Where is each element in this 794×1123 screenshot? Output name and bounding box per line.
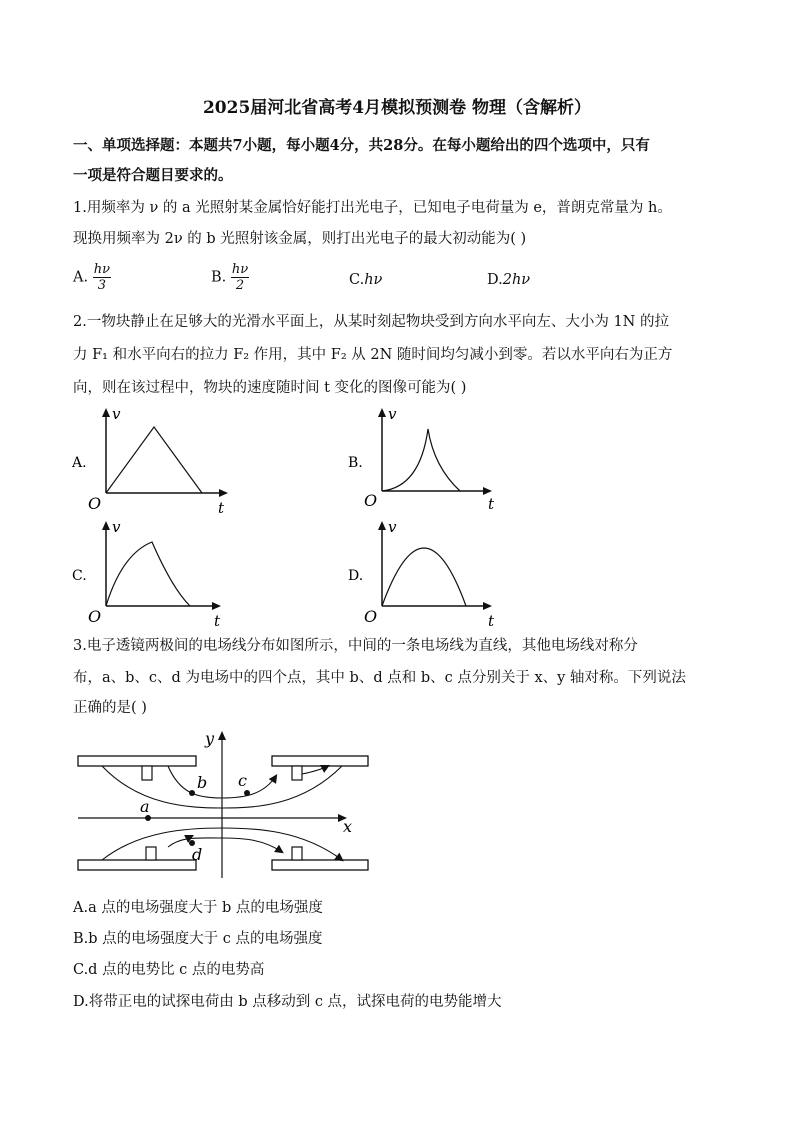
q1-option-d[interactable]: D.2hν: [487, 272, 531, 288]
svg-text:O: O: [88, 494, 102, 513]
q2-graph-c-curve: [106, 542, 190, 606]
svg-text:O: O: [88, 607, 102, 626]
q2-graph-c[interactable]: [72, 518, 242, 634]
q2-graph-b-curve: [382, 429, 460, 491]
q2-graph-d-label: D.: [348, 568, 364, 584]
svg-text:v: v: [388, 518, 397, 536]
q1-option-c[interactable]: C.hν: [349, 272, 383, 288]
svg-text:a: a: [140, 797, 150, 816]
svg-text:d: d: [192, 845, 203, 864]
section-heading-line2: 一项是符合题目要求的。: [73, 167, 233, 184]
q1-option-b-fraction: $\frac{h\nu}{2}$: [231, 262, 249, 293]
q2-graph-d[interactable]: [348, 518, 518, 634]
page-title: 2025届河北省高考4月模拟预测卷 物理（含解析）: [202, 98, 592, 118]
svg-text:O: O: [364, 607, 378, 626]
q2-graph-a-label: A.: [72, 455, 87, 471]
q1-option-a[interactable]: [73, 262, 111, 293]
svg-text:v: v: [388, 405, 397, 423]
svg-text:b: b: [197, 773, 208, 792]
q3-option-b[interactable]: B.b 点的电场强度大于 c 点的电场强度: [73, 931, 323, 947]
svg-text:O: O: [364, 491, 378, 510]
q1-option-a-label: A.: [73, 269, 89, 286]
section-heading-line1: 一、单项选择题：本题共7小题，每小题4分，共28分。在每小题给出的四个选项中，只有: [73, 137, 650, 154]
svg-text:t: t: [488, 495, 495, 513]
svg-text:t: t: [488, 612, 495, 630]
svg-text:c: c: [238, 771, 247, 790]
q3-option-a[interactable]: A.a 点的电场强度大于 b 点的电场强度: [73, 900, 323, 916]
q3-stem-line2: 布，a、b、c、d 为电场中的四个点，其中 b、d 点和 b、c 点分别关于 x、y 轴对称。下列说法: [73, 670, 686, 686]
q2-graph-d-curve: [382, 548, 466, 606]
q1-option-a-fraction: $\frac{h\nu}{3}$: [93, 262, 110, 293]
svg-text:x: x: [343, 817, 353, 836]
q3-stem-line1: 3.电子透镜两极间的电场线分布如图所示，中间的一条电场线为直线，其他电场线对称分: [73, 638, 638, 654]
q3-option-c[interactable]: C.d 点的电势比 c 点的电势高: [73, 962, 265, 978]
q2-graph-b[interactable]: [348, 405, 518, 521]
q2-graph-b-label: B.: [348, 455, 363, 471]
q2-graph-c-label: C.: [72, 568, 87, 584]
q3-stem-line3: 正确的是( ): [73, 700, 147, 716]
q1-option-b[interactable]: [211, 262, 249, 293]
q2-stem-line2: 力 F₁ 和水平向右的拉力 F₂ 作用，其中 F₂ 从 2N 随时间均匀减小到零。若以水平向右为正方: [73, 347, 673, 363]
svg-text:v: v: [112, 518, 121, 536]
q2-graph-a[interactable]: [72, 405, 242, 521]
q2-stem-line1: 2.一物块静止在足够大的光滑水平面上，从某时刻起物块受到方向水平向左、大小为 1N 的拉: [73, 314, 669, 330]
q1-stem-line2: 现换用频率为 2ν 的 b 光照射该金属，则打出光电子的最大初动能为( ): [73, 231, 527, 247]
svg-text:v: v: [112, 405, 121, 423]
q3-electric-field-figure[interactable]: [70, 726, 370, 885]
q2-graph-a-curve: [106, 427, 202, 493]
q2-stem-line3: 向，则在该过程中，物块的速度随时间 t 变化的图像可能为( ): [73, 380, 467, 396]
q1-option-b-label: B.: [211, 269, 227, 286]
q1-stem-line1: 1.用频率为 ν 的 a 光照射某金属恰好能打出光电子，已知电子电荷量为 e，普朗克常量为 h。: [73, 200, 672, 216]
svg-text:t: t: [214, 612, 221, 630]
q3-option-d[interactable]: D.将带正电的试探电荷由 b 点移动到 c 点，试探电荷的电势能增大: [73, 994, 502, 1010]
svg-text:y: y: [205, 729, 215, 748]
svg-text:t: t: [218, 499, 225, 517]
